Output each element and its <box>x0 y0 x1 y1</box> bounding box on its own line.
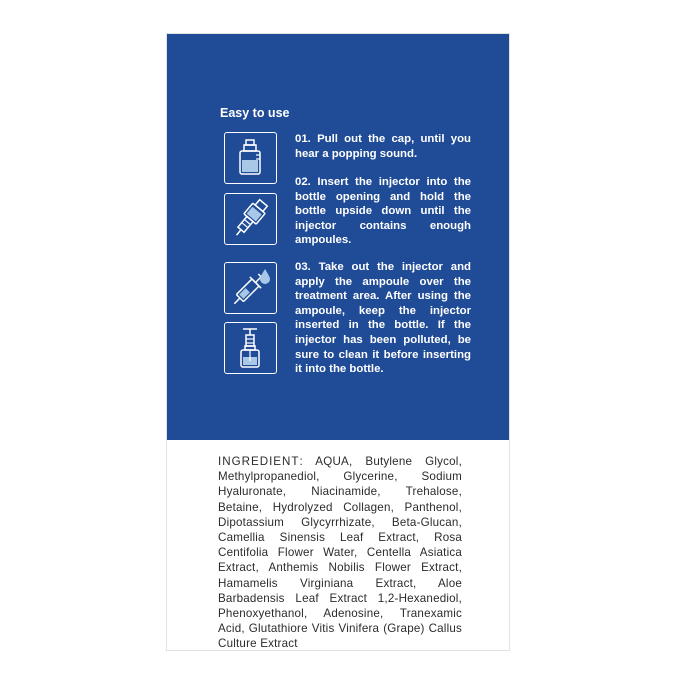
ingredients-label: INGREDIENT <box>218 455 300 468</box>
injector-bottle-icon <box>224 193 277 245</box>
ingredients-text: : AQUA, Butylene Glycol, Methylpropanediol, Glycerine, Sodium Hyaluronate, Niacinamide, Trehalose, Betaine, Hydrolyzed Collagen, Panthenol, Dipotassium Glycyrrhizate, Beta-Glucan, Camellia Sinensis Leaf Extract, Rosa Centifolia Flower Water, Centella Asiatica Extract, Anthemis Nobilis Flower Extract, Hamamelis Virginiana Extract, Aloe Barbadensis Leaf Extract 1,2-Hexanediol, Phenoxyethanol, Adenosine, Tranexamic Acid, Glutathiore Vitis Vinifera (Grape) Callus Culture Extract <box>218 455 462 651</box>
syringe-drop-icon <box>224 262 277 314</box>
step-2-text: 02. Insert the injector into the bottle opening and hold the bottle upside down until the injector contains enough ampoules. <box>295 176 471 247</box>
usage-panel <box>167 34 509 440</box>
ingredients-list <box>218 454 462 652</box>
product-info-card <box>166 33 510 651</box>
bottle-icon <box>224 132 277 184</box>
usage-title: Easy to use <box>220 106 290 120</box>
step-3-text: 03. Take out the injector and apply the ampoule over the treatment area. After using the ampoule, keep the injector inserted in the bottle. If the injector has been polluted, be sure to clean it before inserting it into the bottle. <box>295 261 471 376</box>
step-1-text: 01. Pull out the cap, until you hear a popping sound. <box>295 133 471 160</box>
injector-inserted-icon <box>224 322 277 374</box>
